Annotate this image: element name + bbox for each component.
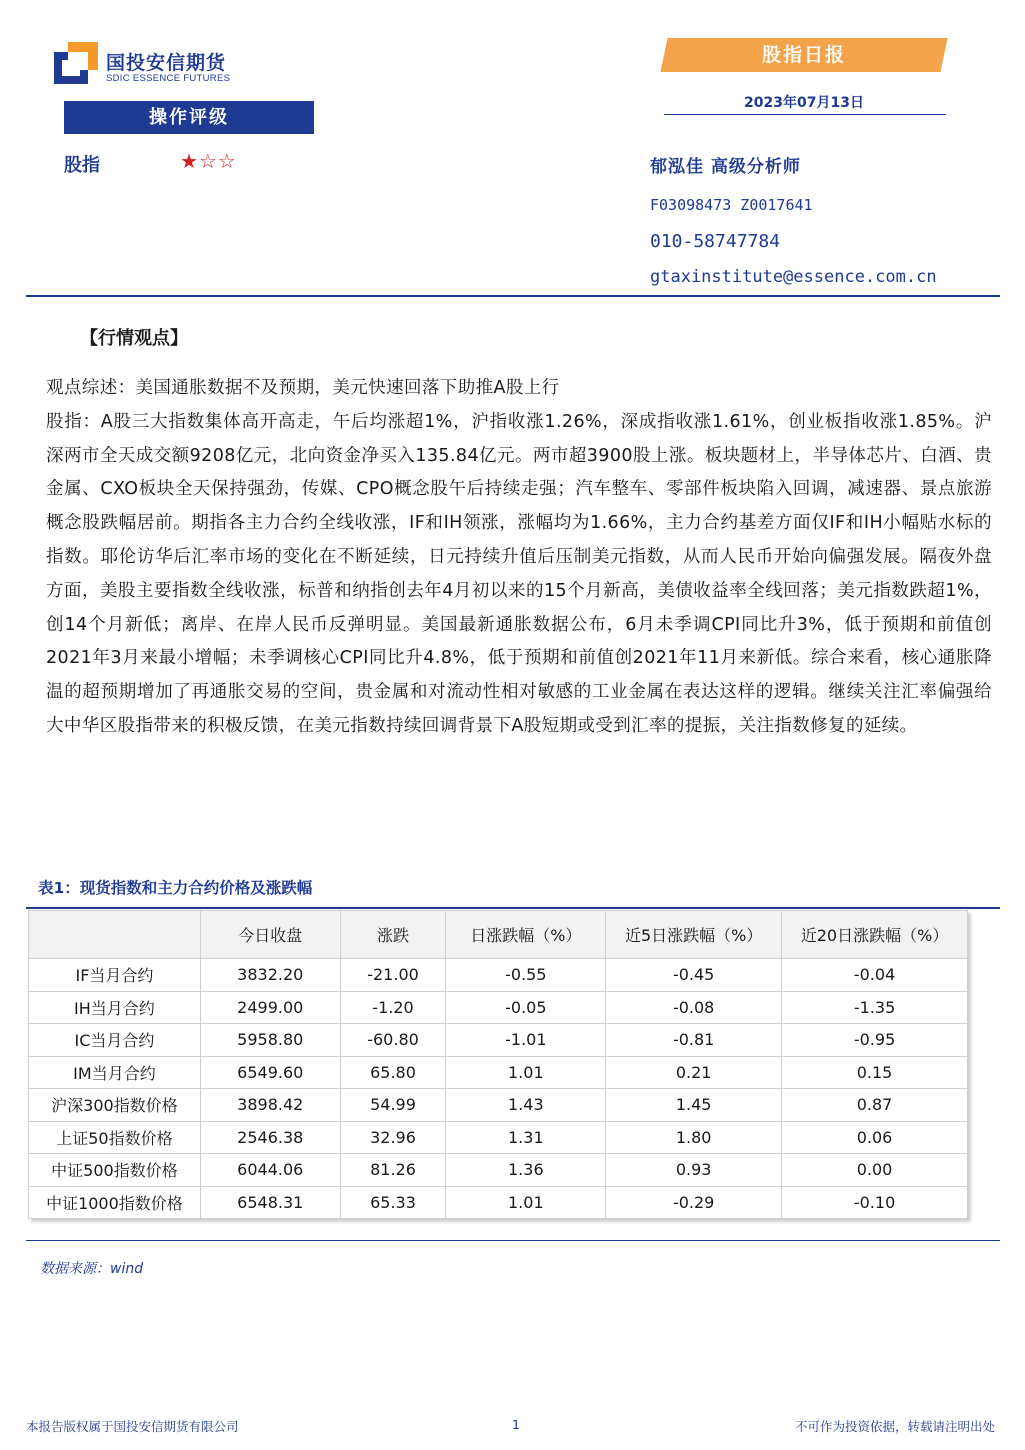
view-summary: 观点综述：美国通胀数据不及预期，美元快速回落下助推A股上行 (46, 378, 560, 398)
table-cell: 1.45 (606, 1089, 782, 1122)
table-cell: 3832.20 (200, 959, 340, 992)
table-cell: 6549.60 (200, 1056, 340, 1089)
table-row (29, 1056, 968, 1089)
table-cell: -0.55 (446, 959, 606, 992)
table-cell: 65.33 (340, 1186, 446, 1219)
report-date: 2023年07月13日 (744, 95, 864, 111)
column-header: 涨跌 (340, 911, 446, 959)
column-header: 近5日涨跌幅（%） (606, 911, 782, 959)
market-view-body (46, 372, 992, 744)
logo-english-name: SDIC ESSENCE FUTURES (106, 73, 231, 84)
table-cell: -0.05 (446, 991, 606, 1024)
table-bottom-divider (26, 1240, 1000, 1241)
table-row (29, 1154, 968, 1187)
view-detail: 股指：A股三大指数集体高开高走，午后均涨超1%，沪指收涨1.26%，深成指收涨1.61%，创业板指收涨1.85%。沪深两市全天成交额9208亿元，北向资金净买入135.84亿元。两市超3900股上涨。板块题材上，半导体芯片、白酒、贵金属、CXO板块全天保持强劲，传媒、CPO概念股午后持续走强；汽车整车、零部件板块陷入回调，减速器、景点旅游概念股跌幅居前。期指各主力合约全线收涨，IF和IH领涨，涨幅均为1.66%，主力合约基差方面仅IF和IH小幅贴水标的指数。耶伦访华后汇率市场的变化在不断延续，日元持续升值后压制美元指数，从而人民币开始向偏强发展。隔夜外盘方面，美股主要指数全线收涨，标普和纳指创去年4月初以来的15个月新高，美债收益率全线回落；美元指数跌超1%，创14个月新低；离岸、在岸人民币反弹明显。美国最新通胀数据公布，6月未季调CPI同比升3%，低于预期和前值创2021年3月来最小增幅；未季调核心CPI同比升4.8%，低于预期和前值创2021年11月来新低。综合来看，核心通胀降温的超预期增加了再通胀交易的空间，贵金属和对流动性相对敏感的工业金属在表达这样的逻辑。继续关注汇率偏强给大中华区股指带来的积极反馈，在美元指数持续回调背景下A股短期或受到汇率的提振，关注指数修复的延续。 (46, 411, 992, 736)
report-type-tag (664, 38, 944, 72)
table-cell: 6548.31 (200, 1186, 340, 1219)
table-cell: 0.87 (782, 1089, 968, 1122)
table-row (29, 1024, 968, 1057)
table-cell: 65.80 (340, 1056, 446, 1089)
header-divider (26, 295, 1000, 297)
table-cell: -21.00 (340, 959, 446, 992)
rating-stars-icon: ★☆☆ (180, 149, 237, 173)
logo-mark-icon (54, 42, 98, 84)
logo-chinese-name: 国投安信期货 (106, 52, 227, 74)
table-cell: 54.99 (340, 1089, 446, 1122)
table-cell: -0.95 (782, 1024, 968, 1057)
table-cell: -0.08 (606, 991, 782, 1024)
footer-disclaimer: 不可作为投资依据，转载请注明出处 (794, 1419, 995, 1434)
table-cell: 6044.06 (200, 1154, 340, 1187)
column-header: 今日收盘 (200, 911, 340, 959)
table-cell: -0.10 (782, 1186, 968, 1219)
table-row (29, 1089, 968, 1122)
analyst-email[interactable]: gtaxinstitute@essence.com.cn (650, 267, 937, 287)
table-row (29, 1121, 968, 1154)
table-cell: 0.21 (606, 1056, 782, 1089)
table-cell: 1.01 (446, 1186, 606, 1219)
analyst-license: F03098473 Z0017641 (650, 196, 813, 214)
table-cell: -1.35 (782, 991, 968, 1024)
column-header: 日涨跌幅（%） (446, 911, 606, 959)
data-source-note: 数据来源：wind (40, 1261, 144, 1277)
table-top-divider (26, 907, 1000, 909)
table-cell: 1.43 (446, 1089, 606, 1122)
table-cell: IH当月合约 (29, 991, 201, 1024)
table-cell: 5958.80 (200, 1024, 340, 1057)
table-cell: 上证50指数价格 (29, 1121, 201, 1154)
table-cell: 1.80 (606, 1121, 782, 1154)
company-logo (54, 42, 244, 92)
table-cell: -0.45 (606, 959, 782, 992)
table-cell: 中证1000指数价格 (29, 1186, 201, 1219)
table-cell: 0.00 (782, 1154, 968, 1187)
column-header (29, 911, 201, 959)
table-cell: -0.04 (782, 959, 968, 992)
table-cell: IM当月合约 (29, 1056, 201, 1089)
table-row (29, 1186, 968, 1219)
table-cell: 中证500指数价格 (29, 1154, 201, 1187)
table-cell: 32.96 (340, 1121, 446, 1154)
table-cell: -1.01 (446, 1024, 606, 1057)
table-cell: -0.29 (606, 1186, 782, 1219)
table-title: 表1：现货指数和主力合约价格及涨跌幅 (38, 879, 313, 897)
table-cell: 0.06 (782, 1121, 968, 1154)
table-cell: -0.81 (606, 1024, 782, 1057)
table-cell: 81.26 (340, 1154, 446, 1187)
table-row (29, 959, 968, 992)
section-heading: 【行情观点】 (80, 328, 188, 349)
table-cell: -60.80 (340, 1024, 446, 1057)
footer-copyright: 本报告版权属于国投安信期货有限公司 (26, 1419, 239, 1434)
page-number: 1 (512, 1417, 520, 1432)
table-cell: 0.93 (606, 1154, 782, 1187)
table-cell: 2546.38 (200, 1121, 340, 1154)
price-table (28, 910, 968, 1219)
table-row (29, 991, 968, 1024)
table-cell: 3898.42 (200, 1089, 340, 1122)
table-cell: 沪深300指数价格 (29, 1089, 201, 1122)
report-type-label: 股指日报 (761, 44, 846, 66)
table-cell: 1.36 (446, 1154, 606, 1187)
analyst-phone: 010-58747784 (650, 231, 781, 252)
table-cell: 1.31 (446, 1121, 606, 1154)
date-divider (664, 114, 946, 115)
table-cell: IC当月合约 (29, 1024, 201, 1057)
table-cell: 2499.00 (200, 991, 340, 1024)
table-cell: IF当月合约 (29, 959, 201, 992)
table-header-row (29, 911, 968, 959)
table-cell: 1.01 (446, 1056, 606, 1089)
column-header: 近20日涨跌幅（%） (782, 911, 968, 959)
analyst-name: 郁泓佳 高级分析师 (650, 157, 801, 177)
rating-banner: 操作评级 (64, 101, 314, 134)
table-cell: -1.20 (340, 991, 446, 1024)
rating-label: 股指 (64, 155, 100, 176)
table-cell: 0.15 (782, 1056, 968, 1089)
